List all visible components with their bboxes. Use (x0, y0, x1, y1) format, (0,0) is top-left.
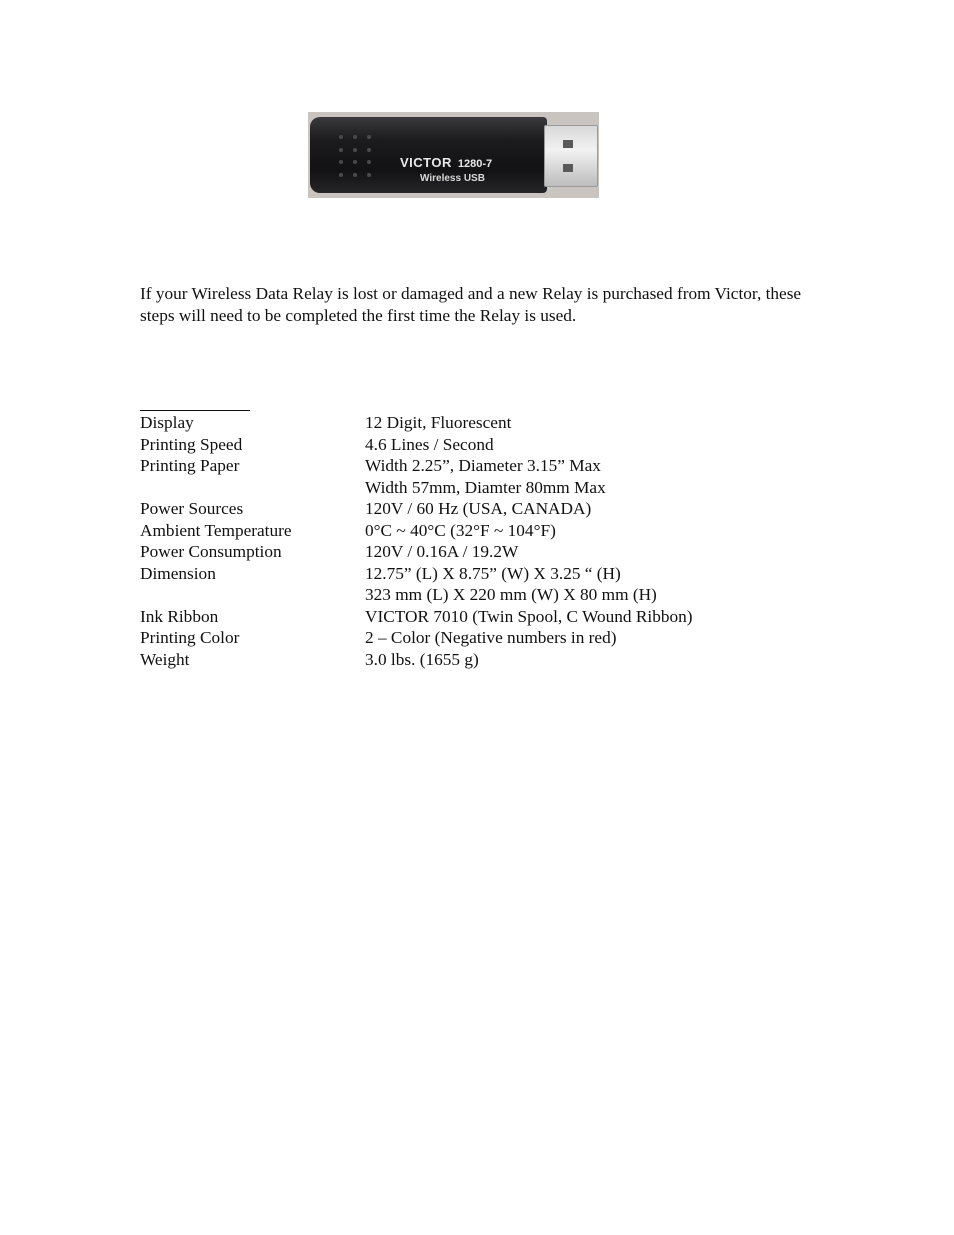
spec-row (140, 455, 693, 477)
spec-row (140, 498, 693, 520)
spec-label: Power Sources (140, 499, 244, 518)
spec-row (140, 434, 693, 456)
spec-row (140, 627, 693, 649)
spec-label: Printing Color (140, 628, 240, 647)
spec-label (140, 477, 365, 499)
usb-plug-pin (563, 140, 573, 148)
spec-label: Printing Speed (140, 434, 243, 454)
spec-row (140, 477, 693, 499)
usb-model-number: 1280-7 (457, 158, 493, 170)
spec-value: VICTOR 7010 (Twin Spool, C Wound Ribbon) (365, 606, 693, 626)
spec-value: Width 2.25”, Diameter 3.15” Max (365, 456, 601, 475)
spec-value: 12.75” (L) X 8.75” (W) X 3.25 “ (H) (365, 563, 621, 583)
usb-brand-name: VICTOR (400, 155, 452, 170)
wireless-usb-relay-photo (308, 112, 599, 198)
spec-label: Dimension (140, 563, 216, 583)
spec-label: Printing Paper (140, 456, 240, 475)
spec-label: Power Consumption (140, 542, 282, 561)
spec-value: 120V / 0.16A / 19.2W (365, 542, 519, 561)
usb-plug-pin (563, 164, 573, 172)
spec-label: Ink Ribbon (140, 606, 219, 626)
spec-row (140, 563, 693, 585)
usb-brand-label (400, 155, 492, 170)
intro-paragraph: If your Wireless Data Relay is lost or damaged and a new Relay is purchased from Victor, these steps will need to be completed the first time the Relay is used. (140, 284, 802, 325)
spec-label: Display (140, 413, 194, 432)
spec-row (140, 606, 693, 628)
spec-value: 323 mm (L) X 220 mm (W) X 80 mm (H) (365, 585, 657, 604)
usb-grip-texture (334, 131, 376, 181)
spec-row (140, 412, 693, 434)
spec-value: 2 – Color (Negative numbers in red) (365, 628, 617, 647)
spec-row (140, 584, 693, 606)
spec-row (140, 520, 693, 542)
spec-value: 0°C ~ 40°C (32°F ~ 104°F) (365, 520, 556, 540)
usb-subtitle: Wireless USB (420, 173, 485, 184)
spec-value: 12 Digit, Fluorescent (365, 413, 512, 432)
specifications-table (140, 412, 693, 670)
spec-label: Weight (140, 649, 190, 669)
spec-row (140, 541, 693, 563)
spec-label: Ambient Temperature (140, 520, 292, 540)
specifications-heading (140, 390, 250, 411)
spec-value: 120V / 60 Hz (USA, CANADA) (365, 499, 592, 518)
spec-value: 3.0 lbs. (1655 g) (365, 649, 479, 669)
spec-value: Width 57mm, Diamter 80mm Max (365, 477, 606, 497)
spec-label (140, 584, 365, 606)
spec-row (140, 649, 693, 671)
usb-body (310, 117, 547, 193)
spec-value: 4.6 Lines / Second (365, 434, 494, 454)
usb-plug-connector (544, 125, 598, 187)
